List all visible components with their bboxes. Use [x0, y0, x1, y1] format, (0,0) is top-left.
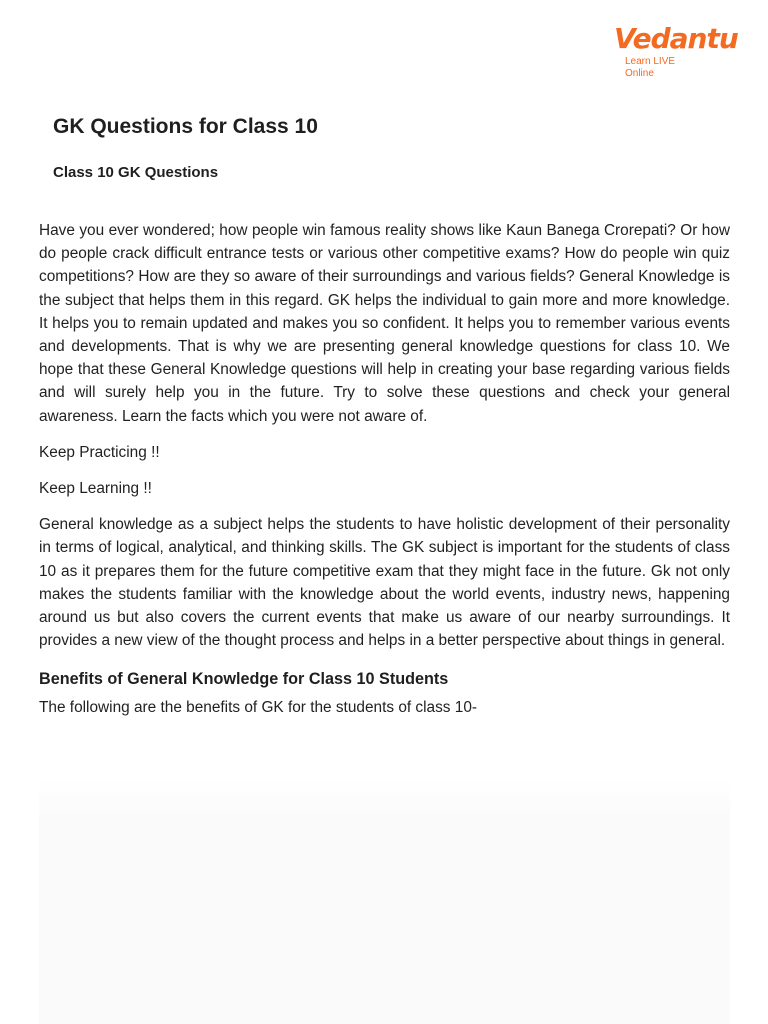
- page-subtitle: Class 10 GK Questions: [53, 164, 219, 181]
- page-title: GK Questions for Class 10: [53, 115, 318, 138]
- vedantu-logo: [614, 22, 738, 79]
- logo-tagline: Learn LIVE Online: [625, 56, 676, 79]
- benefits-intro: The following are the benefits of GK for the students of class 10-: [39, 699, 478, 717]
- keep-learning-line: Keep Learning !!: [39, 480, 152, 498]
- intro-paragraph: Have you ever wondered; how people win famous reality shows like Kaun Banega Crorepati? Or how do people crack difficult entrance tests or various other competitive exams? How do people win quiz competitions? How are they so aware of their surroundings and various fields? General Knowledge is the subject that helps them in this regard. GK helps the individual to gain more and more knowledge. It helps you to remain updated and makes you so confident. It helps you to remember various events and developments. That is why we are presenting general knowledge questions for class 10. We hope that these General Knowledge questions will help in creating your base regarding various fields and will surely help you in the future. Try to solve these questions and check your general awareness. Learn the facts which you were not aware of.: [39, 222, 730, 425]
- gk-importance-paragraph: General knowledge as a subject helps the students to have holistic development of their personality in terms of logical, analytical, and thinking skills. The GK subject is important for the students of class 10 as it prepares them for the future competitive exam that they might face in the future. Gk not only makes the students familiar with the knowledge about the world events, industry news, happening around us but also covers the current events that make us aware of our nearby surroundings. It provides a new view of the thought process and helps in a better perspective about things in general.: [39, 516, 730, 650]
- keep-practicing-line: Keep Practicing !!: [39, 443, 160, 461]
- benefits-heading: Benefits of General Knowledge for Class 10 Students: [39, 670, 449, 689]
- logo-wordmark: Vedantu: [614, 22, 738, 55]
- document-body: [39, 219, 730, 1024]
